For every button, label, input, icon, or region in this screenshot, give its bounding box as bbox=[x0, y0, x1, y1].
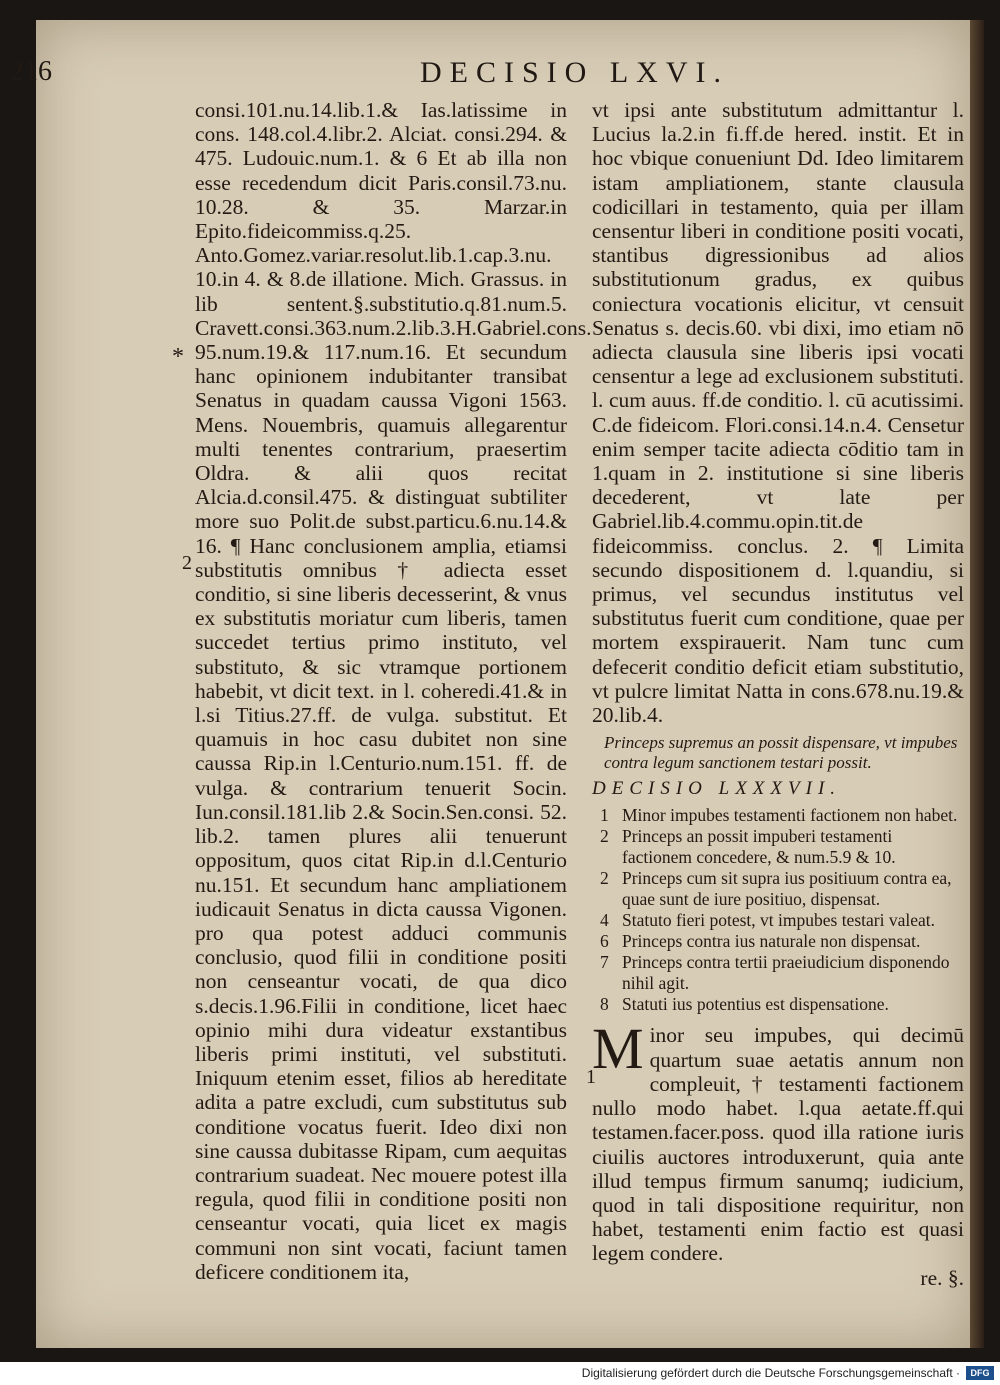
right-column bbox=[592, 98, 964, 1290]
funding-notice: Digitalisierung gefördert durch die Deutsche Forschungsgemeinschaft · bbox=[581, 1366, 960, 1380]
index-item: 1 Minor impubes testamenti factionem non habet. bbox=[600, 805, 958, 826]
page-edge bbox=[970, 20, 984, 1348]
margin-asterisk: * bbox=[172, 344, 184, 370]
running-title: DECISIO LXVI. bbox=[420, 56, 729, 89]
catchword: re. §. bbox=[920, 1265, 964, 1290]
right-column-text: vt ipsi ante substitutum admittantur l. Lucius la.2.in fi.ff.de hered. instit. Et in hoc vbique conueniunt Dd. Ideo limitarem istam ampliationem, stante clausula codicillari in testamento, quia per illam censentur liberi in conditione positi vocati, stantibus digressionibus ad alios substitutionum gradus, ex quibus coniectura vocationis elicitur, vt censuit Senatus s. decis.60. vbi dixi, imo etiam nō adiecta clausula sine liberis ipsi vocati censentur a lege ad exclusionem substituti. l. cum auus. ff.de conditio. l. cū acutissimi. C.de fideicom. Flori.consi.14.n.4. Censetur enim semper tacite adiecta cōditio tam in 1.quam in 2. institutione si sine liberis decederent, vt late per Gabriel.lib.4.commu.opin.tit.de fideicommiss. conclus. 2. ¶ Limita secundo dispositionem d. l.quandiu, si primus, vel secundus institutus vel substitutus fuerit cum conditione, quae per mortem exspirauerit. Nam tunc cum defecerit conditio deficit etiam substitutio, vt pulcre limitat Natta in cons.678.nu.19.& 20.lib.4. bbox=[592, 98, 964, 728]
index-item: 6 Princeps contra ius naturale non dispensat. bbox=[600, 931, 921, 952]
index-item: 2 Princeps cum sit supra ius positiuum contra ea, quae sunt de iure positiuo, dispensat. bbox=[600, 868, 952, 910]
dfg-logo: DFG bbox=[966, 1366, 994, 1380]
index-item: 8 Statuti ius potentius est dispensatione. bbox=[600, 994, 889, 1015]
decisio-heading: DECISIO LXXXVII. bbox=[592, 778, 842, 800]
page-header bbox=[10, 56, 960, 96]
footer-bar bbox=[0, 1362, 1000, 1385]
decisio-body-text: inor seu impubes, qui decimū quartum suae aetatis annum non compleuit, † testamenti factionem nullo modo habet. l.qua aetate.ff.qui testamen.facer.poss. quod illa ratione iuris ciuilis auctores introduxerunt, quia ante illud tempus firmum sanumq; iudicium, quod in tali dispositione requiritur, non habet, testamenti enim factio est quasi legem condere. bbox=[592, 1023, 964, 1266]
margin-note-2: 2 bbox=[182, 552, 192, 574]
dropcap-letter: M bbox=[592, 1016, 644, 1082]
index-item: 7 Princeps contra tertii praeiudicium disponendo nihil agit. bbox=[600, 952, 950, 994]
index-list bbox=[592, 805, 964, 1015]
left-column bbox=[195, 98, 592, 1284]
decisio-body bbox=[592, 1016, 964, 1266]
index-item: 4 Statuto fieri potest, vt impubes testari valeat. bbox=[600, 910, 935, 931]
left-column-text: consi.101.nu.14.lib.1.& Ias.latissime in cons. 148.col.4.libr.2. Alciat. consi.294. & 475. Ludouic.num.1. & 6 Et ab illa non esse recedendum dicit Paris.consil.73.nu. 10.28. & 35. Marzar.in Epito.fideicommiss.q.25. Anto.Gomez.variar.resolut.lib.1.cap.3.nu. 10.in 4. & 8.de illatione. Mich. Grassus. in lib sentent.§.substitutio.q.81.num.5. Cravett.consi.363.num.2.lib.3.H.Gabriel.cons. 95.num.19.& 117.num.16. Et secundum hanc opinionem indubitanter transibat Senatus in quadam caussa Vigoni 1563. Mens. Nouembris, quamuis allegarentur multi tenentes contrarium, praesertim Oldra. & alii quos recitat Alcia.d.consil.475. & distinguat subtiliter more suo Polit.de subst.particu.6.nu.14.& 16. ¶ Hanc conclusionem amplia, etiamsi substitutis omnibus † adiecta esset conditio, si sine liberis decesserint, & vnus ex substitutis moriatur cum liberis, tamen succedet tertius primo instituto, vel substituto, & sic vtramque portionem habebit, vt dicit text. in l. coheredi.41.& in l.si Titius.27.ff. de vulga. substitut. Et quamuis in hoc casu dubitet non sine caussa Rip.in l.Centurio.num.151. ff. de vulga. & contrarium tenuerit Socin. Iun.consil.181.lib 2.& Socin.Sen.consi. 52. lib.2. tamen plures alii tenuerunt oppositum, quos citat Rip.in d.l.Centurio nu.151. Et secundum hanc ampliationem iudicauit Senatus in dicta caussa Vigonen. pro qua potest adduci communis conclusio, quod filii in conditione positi non censeantur vocati, de qua dico s.decis.1.96.Filii in conditione, licet haec opinio mihi dura videatur exstantibus liberis primi instituti, vel substituti. Iniquum etenim esset, filios ab hereditate adita a patre excludi, cum substitutus sub conditione vocatus fuerit. Ideo dixi non sine caussa dubitasse Ripam, cum aequitas contrarium suadeat. Nec mouere potest illa regula, quod filii in conditione positi non censeantur vocati, quia licet ex magis communi non sint vocati, faciunt tamen deficere conditionem ita, bbox=[195, 98, 592, 1284]
decisio-summary: Princeps supremus an possit dispensare, vt impubes contra legum sanctionem testari possit. bbox=[604, 733, 958, 773]
page-number: 216 bbox=[10, 56, 52, 87]
margin-note-1: 1 bbox=[586, 1066, 596, 1088]
index-item: 2 Princeps an possit impuberi testamenti factionem concedere, & num.5.9 & 10. bbox=[600, 826, 896, 868]
